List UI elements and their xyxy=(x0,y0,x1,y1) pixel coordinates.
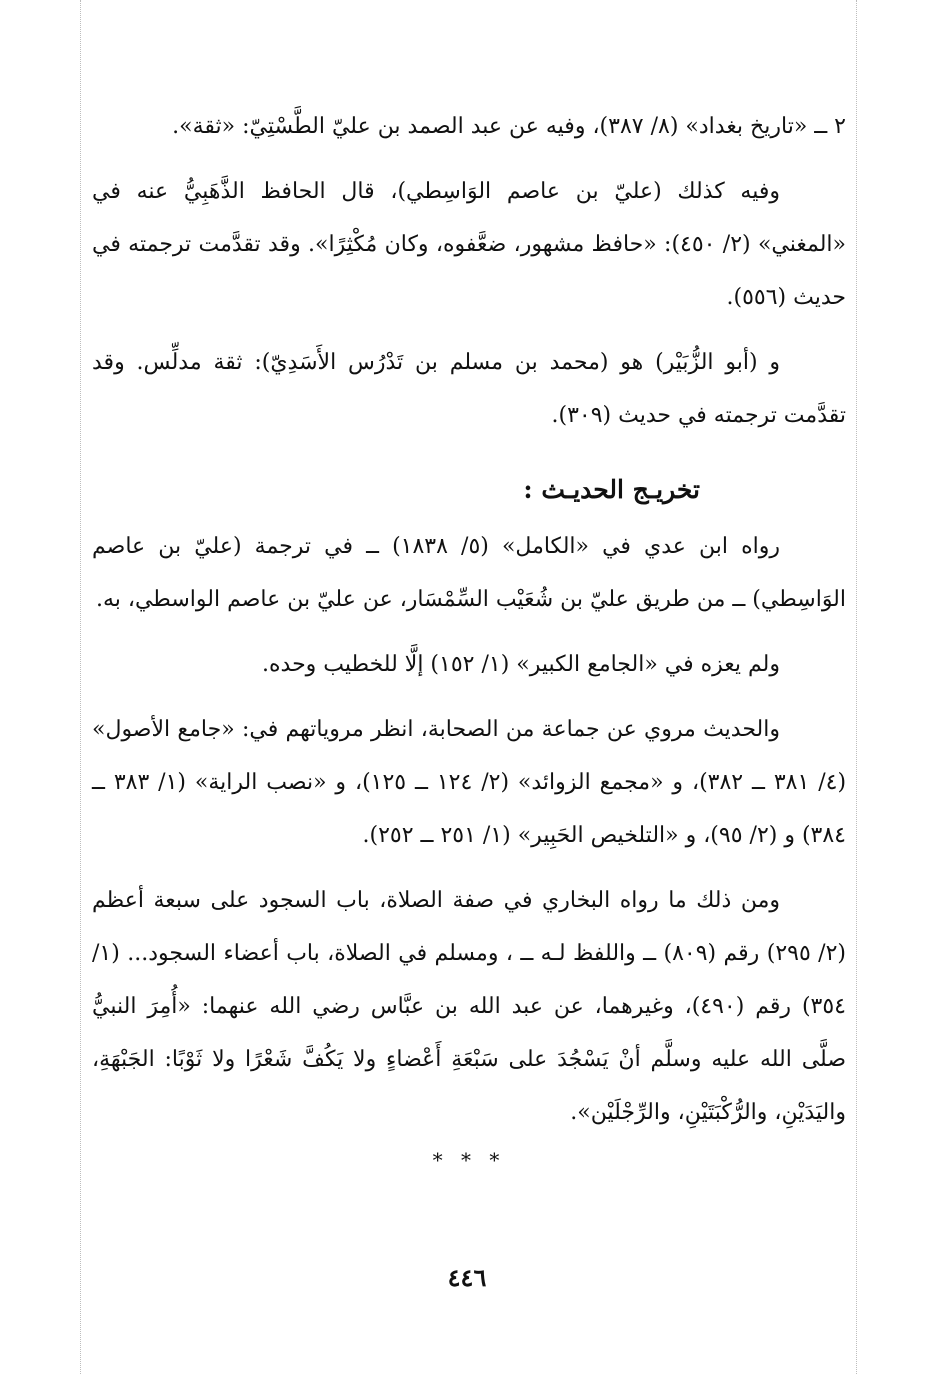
paragraph-ali-bin-asim: وفيه كذلك (عليّ بن عاصم الوَاسِطي)، قال الحافظ الذَّهَبِيُّ عنه في «المغني» (٢/ ٤٥٠): «حافظ مشهور، ضعَّفوه، وكان مُكْثِرًا». وقد تقدَّمت ترجمته في حديث (٥٥٦). xyxy=(92,179,846,310)
paragraph-sahaba: والحديث مروي عن جماعة من الصحابة، انظر مروياتهم في: «جامع الأصول» (٤/ ٣٨١ ــ ٣٨٢)، و «مجمع الزوائد» (٢/ ١٢٤ ــ ١٢٥)، و «نصب الراية» (١/ ٣٨٣ ــ ٣٨٤) و (٢/ ٩٥)، و «التلخيص الحَبِير» (١/ ٢٥١ ــ ٢٥٢). xyxy=(92,717,847,848)
paragraph-tarikh-baghdad: ٢ ــ «تاريخ بغداد» (٨/ ٣٨٧)، وفيه عن عبد الصمد بن عليّ الطَّسْتِيّ: «ثقة». xyxy=(172,114,846,139)
page-body xyxy=(92,100,846,1175)
paragraph-jami-kabir: ولم يعزه في «الجامع الكبير» (١/ ١٥٢) إلَّا للخطيب وحده. xyxy=(262,652,780,677)
section-heading: تخريـج الحديـث : xyxy=(523,475,700,504)
section-separator: * * * xyxy=(432,1148,506,1172)
page-number: ٤٤٦ xyxy=(447,1263,487,1292)
paragraph-abu-zubayr: و (أبو الزُّبَيْر) هو (محمد بن مسلم بن تَدْرُس الأَسَدِيّ): ثقة مدلِّس. وقد تقدَّمت ترجمته في حديث (٣٠٩). xyxy=(92,350,846,428)
paragraph-bukhari-muslim: ومن ذلك ما رواه البخاري في صفة الصلاة، باب السجود على سبعة أعظم (٢/ ٢٩٥) رقم (٨٠٩) ــ واللفظ لـه ــ ، ومسلم في الصلاة، باب أعضاء السجود... (١/ ٣٥٤) رقم (٤٩٠)، وغيرهما، عن عبد الله بن عبَّاس رضي الله عنهما: «أُمِرَ النبيُّ صلَّى الله عليه وسلَّم أنْ يَسْجُدَ على سَبْعَةِ أَعْضاءٍ ولا يَكُفَّ شَعْرًا ولا ثَوْبًا: الجَبْهَةِ، واليَدَيْنِ، والرُّكْبَتَيْنِ، والرِّجْلَيْن». xyxy=(92,888,847,1125)
margin-guide-right xyxy=(856,0,857,1374)
margin-guide-left xyxy=(80,0,81,1374)
paragraph-ibn-adi: رواه ابن عدي في «الكامل» (٥/ ١٨٣٨) ــ في ترجمة (عليّ بن عاصم الوَاسِطي) ــ من طريق عليّ بن شُعَيْب السِّمْسَار، عن عليّ بن عاصم الواسطي، به. xyxy=(92,534,846,612)
